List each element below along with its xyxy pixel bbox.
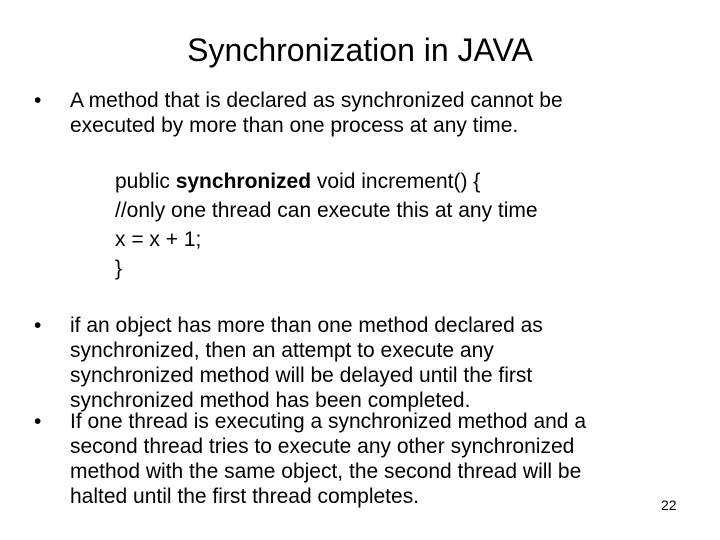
page-number: 22 (661, 497, 677, 513)
code-line-statement: x = x + 1; (115, 228, 202, 251)
bullet-text-line: method with the same object, the second thread will be (70, 460, 582, 483)
code-line-closing-brace: } (115, 257, 123, 280)
bullet-marker: • (34, 314, 42, 337)
bullet-marker: • (34, 89, 42, 112)
code-line-comment: //only one thread can execute this at any time (115, 199, 538, 222)
code-token-public: public (115, 170, 176, 193)
bullet-text-line: If one thread is executing a synchronized method and a (70, 410, 586, 433)
bullet-text (70, 88, 563, 138)
bullet-marker: • (34, 410, 42, 433)
bullet-text-line: halted until the first thread completes. (70, 485, 420, 508)
bullet-text-line: if an object has more than one method declared as (70, 314, 543, 337)
code-keyword-synchronized: synchronized (175, 170, 312, 193)
code-token-signature-rest: void increment() { (311, 170, 481, 193)
bullet-text-line: A method that is declared as synchronized cannot be (70, 89, 563, 112)
bullet-text-line: synchronized method will be delayed until the first (70, 364, 533, 387)
code-example (115, 167, 538, 283)
code-line-signature (115, 167, 538, 196)
bullet-text (70, 313, 543, 413)
bullet-text-line: second thread tries to execute any other synchronized (70, 435, 575, 458)
slide-title: Synchronization in JAVA (187, 32, 533, 68)
bullet-text-line: synchronized method has been completed. (70, 389, 471, 412)
bullet-text-line: executed by more than one process at any time. (70, 114, 519, 137)
bullet-text (70, 409, 586, 509)
bullet-text-line: synchronized, then an attempt to execute any (70, 339, 494, 362)
